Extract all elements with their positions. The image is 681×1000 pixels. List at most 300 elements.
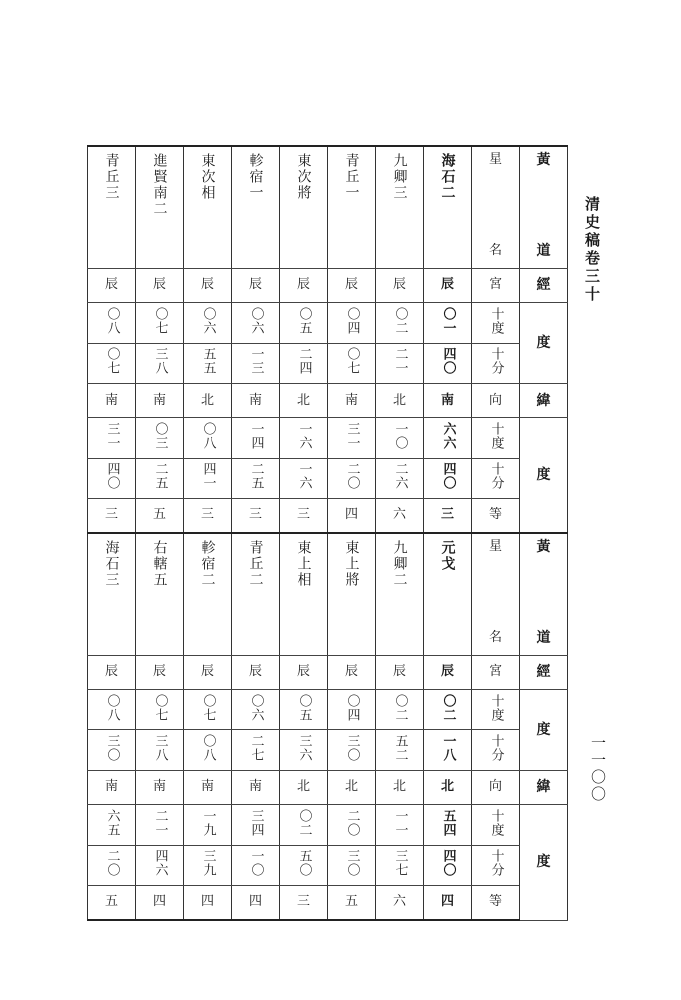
table-cell bbox=[88, 146, 136, 268]
table-cell bbox=[232, 770, 280, 804]
star-name: 海石二 bbox=[439, 153, 456, 201]
header-title-mid: 道 bbox=[536, 243, 551, 259]
label-min: 十分 bbox=[488, 347, 504, 376]
star-value-wm: 二六 bbox=[392, 462, 408, 491]
star-value-jd: 〇二 bbox=[392, 693, 408, 722]
star-value-jd: 〇六 bbox=[200, 306, 216, 335]
table-cell bbox=[280, 533, 328, 655]
table-cell bbox=[88, 770, 136, 804]
table-cell bbox=[376, 845, 424, 885]
table-cell bbox=[232, 655, 280, 689]
star-value-dir: 北 bbox=[392, 779, 406, 795]
table-cell bbox=[232, 458, 280, 498]
star-value-jm: 一三 bbox=[248, 347, 264, 376]
table-cell bbox=[184, 533, 232, 655]
table-cell bbox=[88, 268, 136, 302]
table-cell bbox=[184, 655, 232, 689]
star-value-wd: 六五 bbox=[104, 808, 120, 837]
star-name: 東上相 bbox=[295, 539, 312, 588]
table-cell bbox=[280, 845, 328, 885]
table-cell bbox=[232, 805, 280, 845]
table-cell bbox=[376, 690, 424, 730]
header-title-mid: 道 bbox=[536, 629, 551, 646]
table-cell bbox=[232, 268, 280, 302]
label-star-name bbox=[472, 540, 519, 645]
table-cell bbox=[424, 730, 472, 770]
star-value-mag: 四 bbox=[152, 894, 166, 910]
star-value-jm: 三八 bbox=[152, 347, 168, 376]
table-cell bbox=[88, 383, 136, 417]
table-cell bbox=[376, 885, 424, 920]
star-value-dir: 南 bbox=[200, 779, 214, 795]
header-wei-text: 緯 bbox=[536, 779, 551, 796]
top-row-wm bbox=[88, 458, 568, 498]
star-value-gong: 辰 bbox=[248, 277, 262, 293]
star-value-wm: 一六 bbox=[296, 462, 312, 491]
table-cell bbox=[232, 533, 280, 655]
star-value-mag: 三 bbox=[200, 507, 214, 523]
table-cell bbox=[232, 845, 280, 885]
star-value-wd: 一一 bbox=[392, 808, 408, 837]
star-value-wd: 〇三 bbox=[152, 421, 168, 450]
star-value-jd: 〇八 bbox=[104, 306, 120, 335]
star-value-dir: 南 bbox=[152, 392, 166, 408]
star-value-dir: 北 bbox=[200, 392, 214, 408]
star-value-jm: 四〇 bbox=[440, 347, 456, 376]
table-cell bbox=[280, 655, 328, 689]
table-cell bbox=[88, 458, 136, 498]
table-cell bbox=[184, 499, 232, 533]
header-du1-text: 度 bbox=[536, 721, 551, 738]
star-value-wm: 一〇 bbox=[248, 849, 264, 878]
star-value-jm: 〇七 bbox=[104, 347, 120, 376]
table-cell bbox=[232, 343, 280, 383]
star-value-jm: 一八 bbox=[440, 734, 456, 763]
star-name: 軫宿一 bbox=[247, 153, 264, 201]
table-cell bbox=[184, 146, 232, 268]
star-value-jm: 三六 bbox=[296, 734, 312, 763]
table-cell bbox=[328, 499, 376, 533]
table-cell bbox=[328, 418, 376, 458]
table-cell bbox=[328, 146, 376, 268]
star-value-jm: 二四 bbox=[296, 347, 312, 376]
header-title-top: 黃 bbox=[536, 152, 551, 168]
table-cell bbox=[424, 690, 472, 730]
table-cell bbox=[328, 730, 376, 770]
header-du2-text: 度 bbox=[536, 467, 551, 484]
header-wei bbox=[520, 383, 568, 417]
star-value-wm: 四一 bbox=[200, 462, 216, 491]
star-name: 軫宿二 bbox=[199, 539, 216, 588]
table-cell bbox=[328, 805, 376, 845]
star-name: 進賢南二 bbox=[151, 153, 168, 217]
star-value-wd: 三一 bbox=[104, 421, 120, 450]
top-row-dir bbox=[88, 383, 568, 417]
star-value-mag: 三 bbox=[248, 507, 262, 523]
header-wei-text: 緯 bbox=[536, 392, 551, 409]
table-cell bbox=[136, 458, 184, 498]
label-cell-deg bbox=[472, 690, 520, 730]
star-value-mag: 六 bbox=[392, 894, 406, 910]
star-value-jd: 〇八 bbox=[104, 693, 120, 722]
table-cell bbox=[376, 303, 424, 343]
table-cell bbox=[424, 805, 472, 845]
top-row-jm bbox=[88, 343, 568, 383]
header-title-cell bbox=[520, 533, 568, 655]
star-value-mag: 三 bbox=[440, 507, 454, 523]
star-table bbox=[87, 145, 568, 921]
table-cell bbox=[424, 885, 472, 920]
star-value-wm: 三七 bbox=[392, 849, 408, 878]
star-name: 東上將 bbox=[343, 539, 360, 588]
bottom-row-dir bbox=[88, 770, 568, 804]
star-value-gong: 辰 bbox=[392, 664, 406, 680]
star-value-jd: 〇四 bbox=[344, 693, 360, 722]
star-value-gong: 辰 bbox=[296, 664, 310, 680]
table-cell bbox=[280, 343, 328, 383]
table-cell bbox=[232, 303, 280, 343]
label-deg2: 十度 bbox=[488, 808, 504, 837]
star-value-jm: 二一 bbox=[392, 347, 408, 376]
star-value-jm: 三〇 bbox=[104, 734, 120, 763]
label-cell-mag bbox=[472, 499, 520, 533]
table-cell bbox=[328, 533, 376, 655]
label-cell-gong bbox=[472, 655, 520, 689]
table-cell bbox=[136, 885, 184, 920]
star-value-wm: 三〇 bbox=[344, 849, 360, 878]
label-cell-gong bbox=[472, 268, 520, 302]
table-cell bbox=[88, 730, 136, 770]
table-cell bbox=[280, 268, 328, 302]
table-cell bbox=[232, 690, 280, 730]
label-gong: 宮 bbox=[488, 664, 502, 680]
table-cell bbox=[88, 418, 136, 458]
header-jing bbox=[520, 268, 568, 302]
table-cell bbox=[376, 770, 424, 804]
label-deg2: 十度 bbox=[488, 421, 504, 450]
table-cell bbox=[424, 655, 472, 689]
star-value-jm: 五二 bbox=[392, 734, 408, 763]
star-name: 東次將 bbox=[295, 153, 312, 201]
star-value-wm: 四六 bbox=[152, 849, 168, 878]
table-cell bbox=[328, 303, 376, 343]
star-value-jd: 〇七 bbox=[200, 693, 216, 722]
star-value-gong: 辰 bbox=[392, 277, 406, 293]
star-value-jd: 〇六 bbox=[248, 693, 264, 722]
star-value-wm: 二五 bbox=[248, 462, 264, 491]
label-cell-mag bbox=[472, 885, 520, 920]
table-cell bbox=[184, 770, 232, 804]
star-value-jm: 三八 bbox=[152, 734, 168, 763]
star-value-mag: 五 bbox=[344, 894, 358, 910]
top-row-mag bbox=[88, 499, 568, 533]
table-cell bbox=[280, 418, 328, 458]
table-cell bbox=[184, 383, 232, 417]
star-name: 九卿二 bbox=[391, 539, 408, 588]
star-value-gong: 辰 bbox=[248, 664, 262, 680]
table-cell bbox=[88, 805, 136, 845]
star-value-wd: 三四 bbox=[248, 808, 264, 837]
label-name: 名 bbox=[488, 243, 502, 258]
bottom-row-name bbox=[88, 533, 568, 655]
label-cell-name bbox=[472, 533, 520, 655]
star-name: 青丘二 bbox=[247, 539, 264, 588]
star-value-gong: 辰 bbox=[344, 664, 358, 680]
star-name: 青丘三 bbox=[103, 153, 120, 201]
star-value-mag: 四 bbox=[200, 894, 214, 910]
label-star: 星 bbox=[488, 152, 502, 167]
star-value-jm: 〇七 bbox=[344, 347, 360, 376]
header-du1 bbox=[520, 303, 568, 384]
table-cell bbox=[424, 418, 472, 458]
star-value-jm: 〇八 bbox=[200, 734, 216, 763]
table-cell bbox=[424, 146, 472, 268]
table-cell bbox=[328, 383, 376, 417]
table-cell bbox=[376, 268, 424, 302]
label-cell-dir bbox=[472, 383, 520, 417]
star-value-mag: 四 bbox=[440, 894, 454, 910]
table-cell bbox=[376, 730, 424, 770]
star-name: 東次相 bbox=[199, 153, 216, 201]
star-value-wd: 二一 bbox=[152, 808, 168, 837]
table-cell bbox=[184, 303, 232, 343]
table-cell bbox=[280, 458, 328, 498]
header-du1-text: 度 bbox=[536, 335, 551, 351]
table-cell bbox=[184, 730, 232, 770]
star-value-wd: 一四 bbox=[248, 421, 264, 450]
star-value-dir: 南 bbox=[440, 392, 454, 408]
star-value-wd: 六六 bbox=[440, 421, 456, 450]
star-value-dir: 南 bbox=[344, 392, 358, 408]
table-cell bbox=[136, 770, 184, 804]
table-cell bbox=[136, 730, 184, 770]
star-name: 元戈 bbox=[439, 539, 456, 572]
star-value-jd: 〇二 bbox=[392, 306, 408, 335]
header-wei bbox=[520, 770, 568, 804]
header-title-cell bbox=[520, 146, 568, 268]
star-value-wm: 三九 bbox=[200, 849, 216, 878]
table-cell bbox=[376, 383, 424, 417]
label-min2: 十分 bbox=[488, 462, 504, 491]
star-value-wm: 二〇 bbox=[104, 849, 120, 878]
header-title-top: 黃 bbox=[536, 538, 551, 555]
star-value-wd: 〇二 bbox=[296, 808, 312, 837]
table-cell bbox=[424, 268, 472, 302]
star-value-wm: 二〇 bbox=[344, 462, 360, 491]
table-cell bbox=[88, 885, 136, 920]
star-value-jd: 〇六 bbox=[248, 306, 264, 335]
table-cell bbox=[136, 845, 184, 885]
bottom-row-jm bbox=[88, 730, 568, 770]
table-cell bbox=[232, 499, 280, 533]
label-min: 十分 bbox=[488, 734, 504, 763]
star-value-jd: 〇四 bbox=[344, 306, 360, 335]
table-cell bbox=[88, 655, 136, 689]
star-value-wd: 一六 bbox=[296, 421, 312, 450]
table-cell bbox=[184, 458, 232, 498]
star-value-wd: 二〇 bbox=[344, 808, 360, 837]
table-cell bbox=[136, 690, 184, 730]
table-cell bbox=[136, 268, 184, 302]
bottom-row-gong bbox=[88, 655, 568, 689]
header-jing-text: 經 bbox=[536, 664, 551, 681]
star-value-gong: 辰 bbox=[104, 664, 118, 680]
table-cell bbox=[376, 655, 424, 689]
star-value-dir: 北 bbox=[296, 779, 310, 795]
star-name: 九卿三 bbox=[391, 153, 408, 201]
table-cell bbox=[136, 805, 184, 845]
table-cell bbox=[232, 146, 280, 268]
table-cell bbox=[280, 146, 328, 268]
bottom-row-mag bbox=[88, 885, 568, 920]
star-value-dir: 北 bbox=[440, 779, 454, 795]
table-cell bbox=[232, 885, 280, 920]
header-du2 bbox=[520, 805, 568, 920]
table-cell bbox=[280, 770, 328, 804]
label-star-name bbox=[472, 153, 519, 258]
star-value-gong: 辰 bbox=[440, 664, 454, 680]
table-cell bbox=[424, 458, 472, 498]
table-cell bbox=[232, 383, 280, 417]
table-cell bbox=[136, 499, 184, 533]
table-cell bbox=[376, 343, 424, 383]
star-value-jd: 〇二 bbox=[440, 693, 456, 722]
table-cell bbox=[376, 533, 424, 655]
star-value-dir: 北 bbox=[344, 779, 358, 795]
table-cell bbox=[136, 146, 184, 268]
label-cell-min2 bbox=[472, 845, 520, 885]
star-value-wd: 〇八 bbox=[200, 421, 216, 450]
table-cell bbox=[184, 885, 232, 920]
table-cell bbox=[232, 730, 280, 770]
star-value-wm: 四〇 bbox=[104, 462, 120, 491]
star-value-dir: 南 bbox=[104, 392, 118, 408]
table-cell bbox=[232, 418, 280, 458]
table-cell bbox=[280, 805, 328, 845]
table-cell bbox=[136, 303, 184, 343]
table-cell bbox=[424, 499, 472, 533]
top-row-name bbox=[88, 146, 568, 268]
star-value-mag: 五 bbox=[152, 507, 166, 523]
star-value-gong: 辰 bbox=[200, 664, 214, 680]
star-name: 海石三 bbox=[103, 539, 120, 588]
star-value-dir: 北 bbox=[392, 392, 406, 408]
label-cell-dir bbox=[472, 770, 520, 804]
table-cell bbox=[424, 343, 472, 383]
star-value-mag: 五 bbox=[104, 894, 118, 910]
label-min2: 十分 bbox=[488, 849, 504, 878]
star-value-gong: 辰 bbox=[152, 277, 166, 293]
bottom-row-jd bbox=[88, 690, 568, 730]
star-value-gong: 辰 bbox=[200, 277, 214, 293]
table-cell bbox=[424, 845, 472, 885]
table-cell bbox=[280, 499, 328, 533]
star-value-gong: 辰 bbox=[344, 277, 358, 293]
table-cell bbox=[88, 303, 136, 343]
star-value-wd: 五四 bbox=[440, 808, 456, 837]
table-cell bbox=[424, 770, 472, 804]
table-cell bbox=[424, 303, 472, 343]
header-du2-text: 度 bbox=[536, 854, 551, 871]
star-value-wd: 一九 bbox=[200, 808, 216, 837]
star-value-jd: 〇一 bbox=[440, 306, 456, 335]
table-cell bbox=[280, 885, 328, 920]
star-value-dir: 南 bbox=[152, 779, 166, 795]
table-cell bbox=[88, 533, 136, 655]
star-value-dir: 南 bbox=[104, 779, 118, 795]
table-cell bbox=[280, 730, 328, 770]
star-value-gong: 辰 bbox=[296, 277, 310, 293]
table-cell bbox=[184, 343, 232, 383]
star-name: 青丘一 bbox=[343, 153, 360, 201]
star-value-jm: 五五 bbox=[200, 347, 216, 376]
star-value-dir: 南 bbox=[248, 779, 262, 795]
table-cell bbox=[88, 343, 136, 383]
star-value-mag: 三 bbox=[104, 507, 118, 523]
star-value-mag: 三 bbox=[296, 507, 310, 523]
star-value-dir: 南 bbox=[248, 392, 262, 408]
star-value-wm: 二五 bbox=[152, 462, 168, 491]
table-cell bbox=[328, 268, 376, 302]
table-cell bbox=[328, 655, 376, 689]
star-value-jm: 二七 bbox=[248, 734, 264, 763]
label-deg: 十度 bbox=[488, 693, 504, 722]
star-value-wd: 一〇 bbox=[392, 421, 408, 450]
page-number: 一一〇〇 bbox=[589, 735, 607, 803]
star-value-wm: 四〇 bbox=[440, 462, 456, 491]
table-cell bbox=[376, 146, 424, 268]
table-cell bbox=[280, 383, 328, 417]
star-value-gong: 辰 bbox=[152, 664, 166, 680]
star-value-jd: 〇五 bbox=[296, 693, 312, 722]
table-cell bbox=[376, 499, 424, 533]
label-cell-min bbox=[472, 730, 520, 770]
star-value-jd: 〇七 bbox=[152, 693, 168, 722]
table-cell bbox=[328, 458, 376, 498]
table-cell bbox=[376, 458, 424, 498]
table-cell bbox=[136, 533, 184, 655]
label-mag: 等 bbox=[488, 894, 502, 910]
table-cell bbox=[136, 655, 184, 689]
star-value-mag: 六 bbox=[392, 507, 406, 523]
table-cell bbox=[184, 268, 232, 302]
label-cell-min2 bbox=[472, 458, 520, 498]
table-cell bbox=[136, 343, 184, 383]
label-cell-deg bbox=[472, 303, 520, 343]
table-cell bbox=[184, 418, 232, 458]
star-value-wm: 五〇 bbox=[296, 849, 312, 878]
bottom-row-wm bbox=[88, 845, 568, 885]
top-row-gong bbox=[88, 268, 568, 302]
star-value-wm: 四〇 bbox=[440, 849, 456, 878]
star-value-mag: 三 bbox=[296, 894, 310, 910]
table-cell bbox=[88, 690, 136, 730]
label-cell-deg2 bbox=[472, 805, 520, 845]
table-cell bbox=[136, 383, 184, 417]
label-star: 星 bbox=[488, 538, 502, 554]
table-cell bbox=[328, 770, 376, 804]
table-cell bbox=[280, 690, 328, 730]
star-value-mag: 四 bbox=[248, 894, 262, 910]
header-du2 bbox=[520, 418, 568, 533]
star-value-dir: 北 bbox=[296, 392, 310, 408]
table-cell bbox=[328, 845, 376, 885]
star-value-jd: 〇七 bbox=[152, 306, 168, 335]
label-cell-name bbox=[472, 146, 520, 268]
table-cell bbox=[328, 343, 376, 383]
star-value-jd: 〇五 bbox=[296, 306, 312, 335]
label-gong: 宮 bbox=[488, 277, 502, 293]
